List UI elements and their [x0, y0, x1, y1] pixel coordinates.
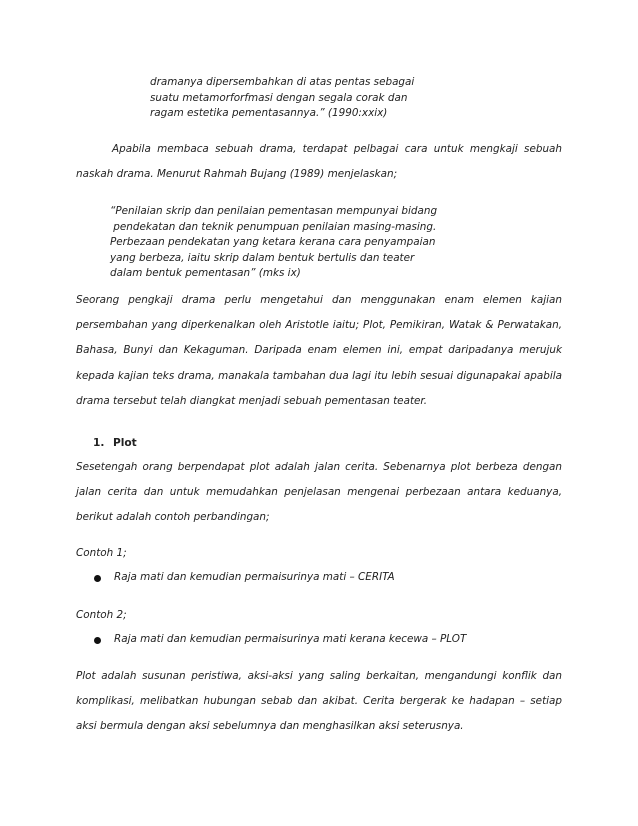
quote-line: ragam estetika pementasannya.” (1990:xxix) — [150, 107, 388, 119]
quote-block-aristotle — [150, 75, 470, 122]
paragraph-plot-definition: Plot adalah susunan peristiwa, aksi-aksi yang saling berkaitan, mengandungi konflik dan komplikasi, melibatkan hubungan sebab dan akibat. Cerita bergerak ke hadapan – setiap aksi bermula dengan aksi sebelumnya dan menghasilkan aksi seterusnya. — [76, 670, 562, 733]
quote-line: pendekatan dan teknik penumpuan penilaian masing-masing. — [110, 220, 437, 233]
section-heading-plot — [93, 437, 137, 449]
example-label-2: Contoh 2; — [76, 609, 127, 621]
section-number: 1. — [93, 437, 105, 449]
paragraph-intro: Apabila membaca sebuah drama, terdapat pelbagai cara untuk mengkaji sebuah naskah drama. Menurut Rahmah Bujang (1989) menjelaskan; — [76, 143, 562, 181]
quote-line: dalam bentuk pementasan” (mks ix) — [110, 267, 301, 279]
paragraph-plot: Sesetengah orang berpendapat plot adalah jalan cerita. Sebenarnya plot berbeza dengan jalan cerita dan untuk memudahkan penjelasan mengenai perbezaan antara keduanya, berikut adalah contoh perbandingan; — [76, 461, 562, 524]
quote-block-rahmah-bujang — [110, 204, 490, 282]
quote-line: suatu metamorforfmasi dengan segala corak dan — [150, 91, 408, 104]
quote-line: “Penilaian skrip dan penilaian pementasan mempunyai bidang — [110, 205, 438, 217]
bullet-text: Raja mati dan kemudian permaisurinya mati – CERITA — [114, 571, 395, 583]
quote-line: yang berbeza, iaitu skrip dalam bentuk bertulis dan teater — [110, 251, 415, 264]
section-title: Plot — [113, 437, 137, 449]
quote-line: dramanya dipersembahkan di atas pentas sebagai — [150, 76, 415, 88]
quote-line: Perbezaan pendekatan yang ketara kerana cara penyampaian — [110, 236, 436, 248]
bullet-dot-icon — [94, 575, 101, 582]
example-label-1: Contoh 1; — [76, 547, 127, 559]
paragraph-elements: Seorang pengkaji drama perlu mengetahui dan menggunakan enam elemen kajian persembahan yang diperkenalkan oleh Aristotle iaitu; Plot, Pemikiran, Watak & Perwatakan, Bahasa, Bunyi dan Kekaguman. Daripada enam elemen ini, empat daripadanya merujuk kepada kajian teks drama, manakala tambahan dua lagi itu lebih sesuai digunapakai apabila drama tersebut telah diangkat menjadi sebuah pementasan teater. — [76, 294, 562, 407]
bullet-text: Raja mati dan kemudian permaisurinya mati kerana kecewa – PLOT — [114, 633, 467, 645]
bullet-dot-icon — [94, 637, 101, 644]
